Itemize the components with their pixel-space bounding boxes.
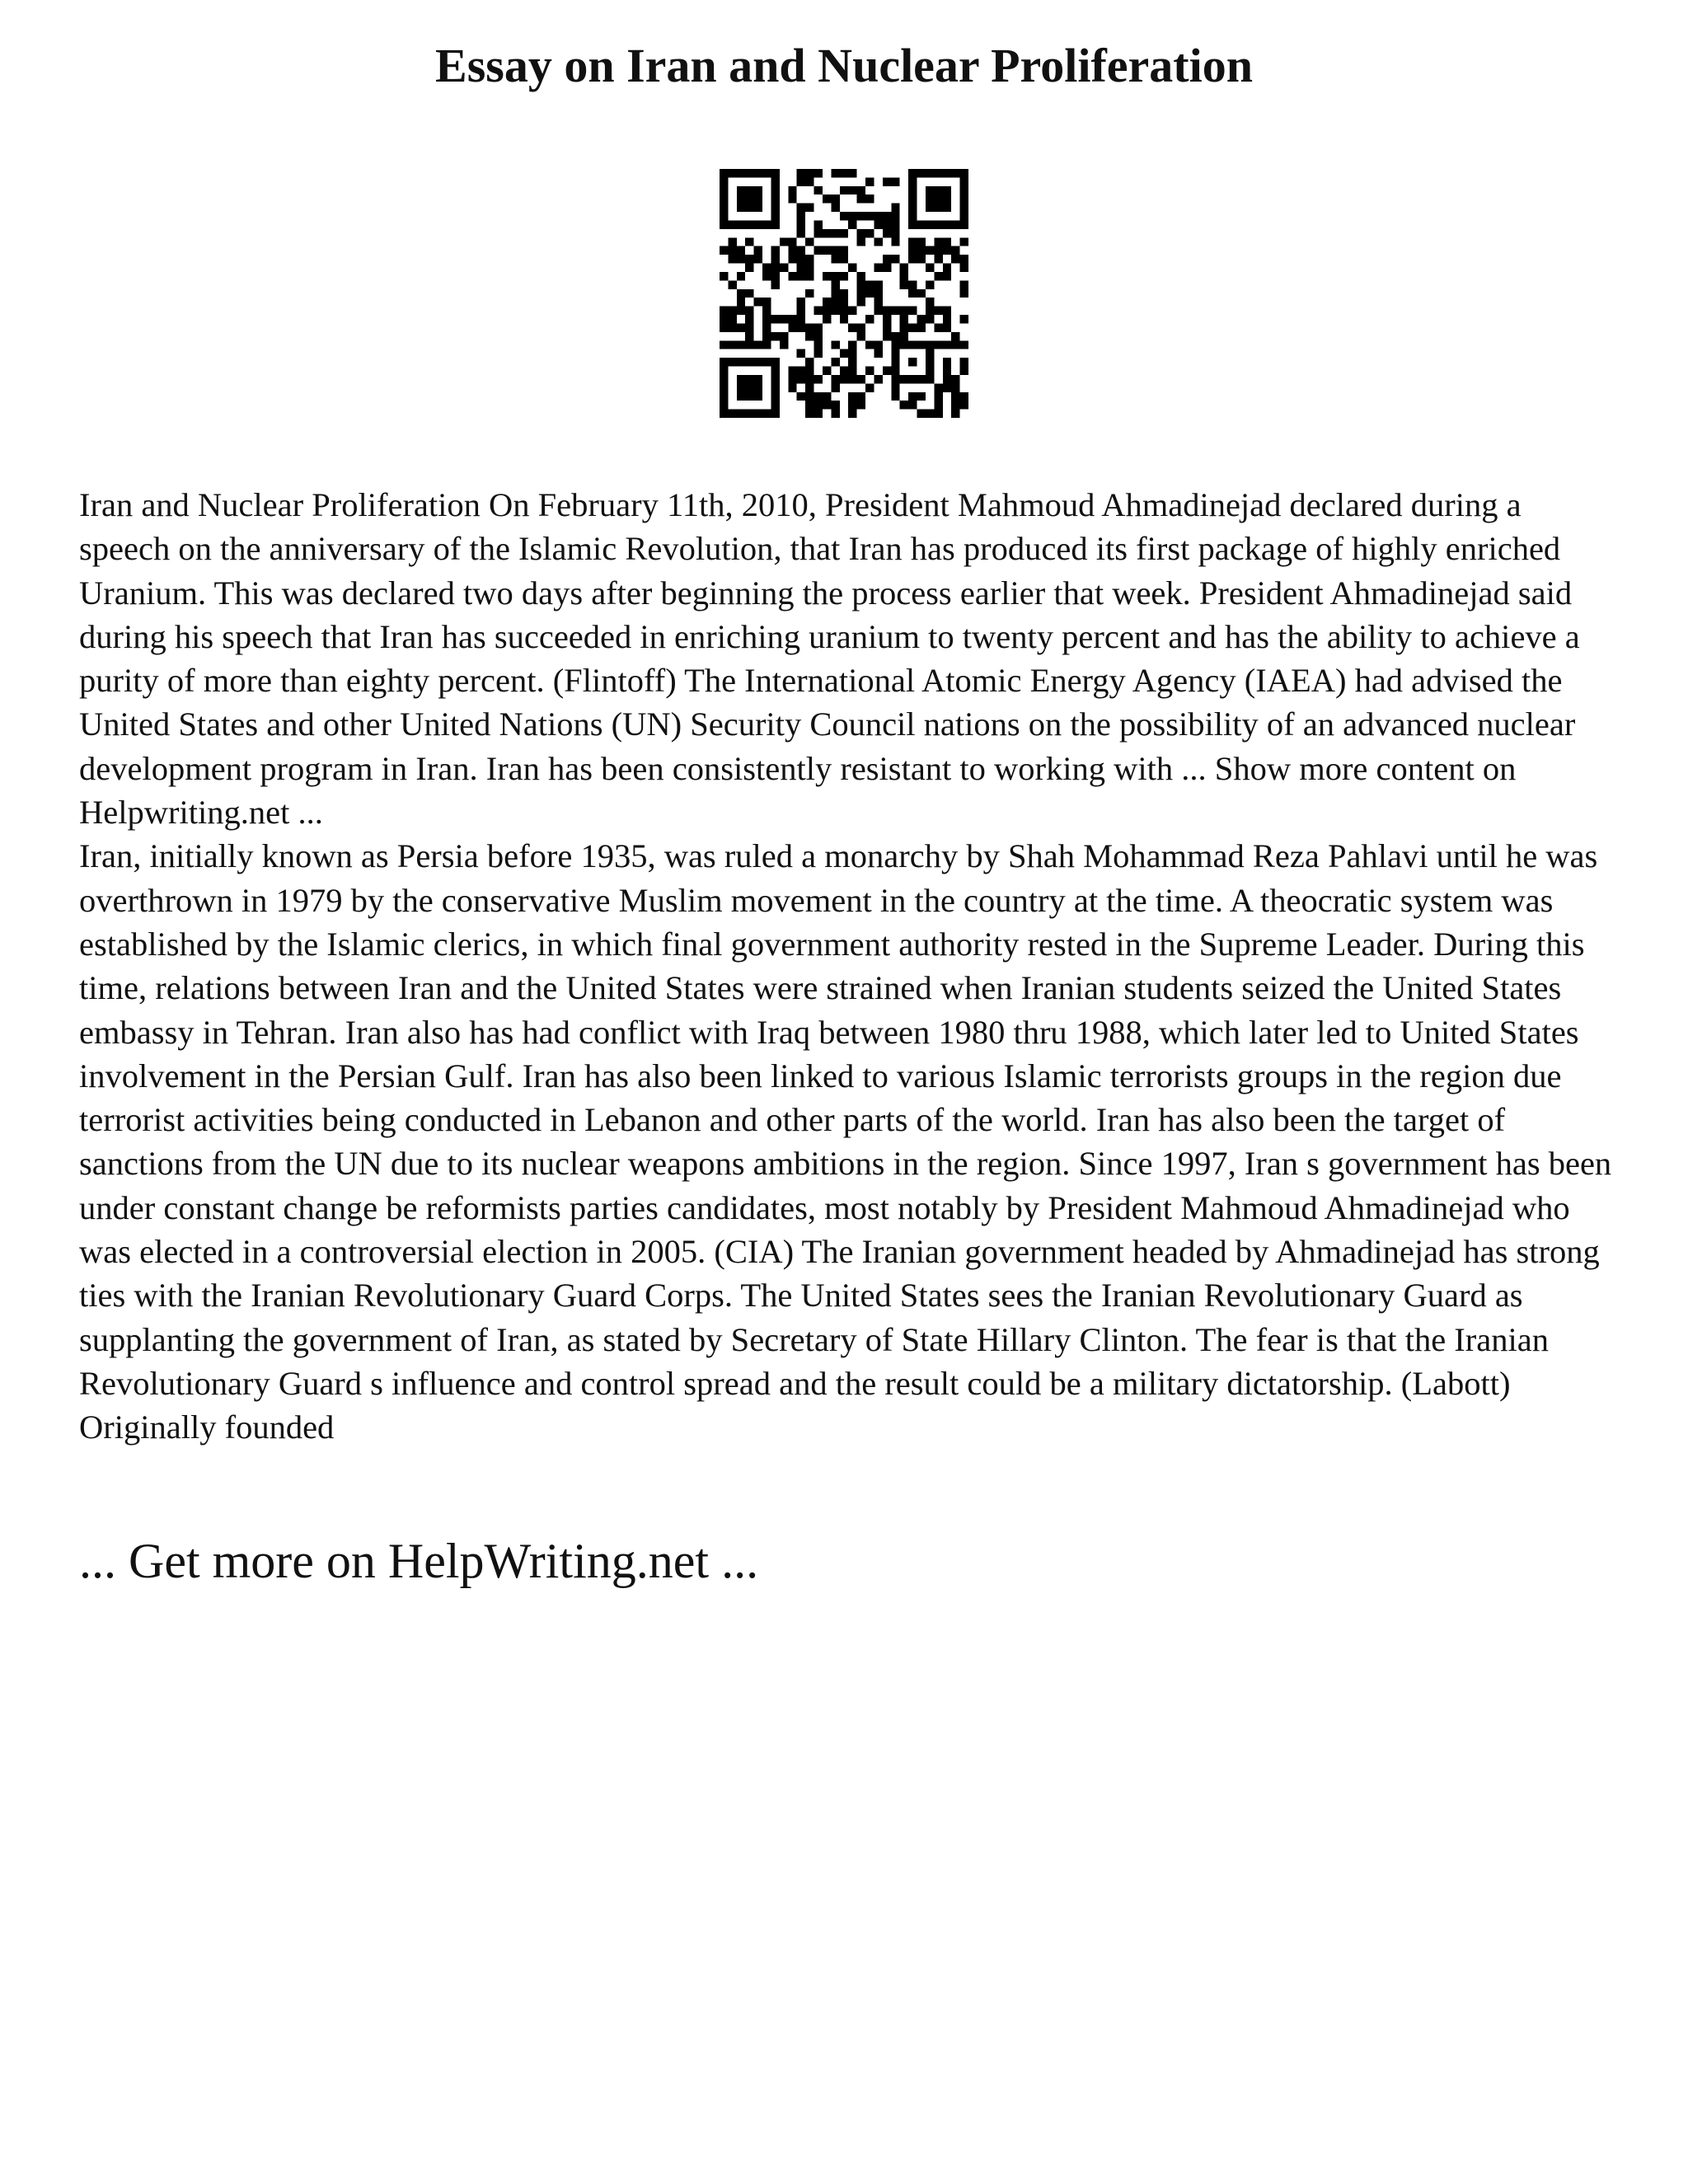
qr-code-icon bbox=[720, 169, 968, 418]
essay-paragraph-2: Iran, initially known as Persia before 1935, was ruled a monarchy by Shah Mohammad Reza Pahlavi until he was overthrown in 1979 by the conservative Muslim movement in the country at the time. A theocratic system was established by the Islamic clerics, in which final government authority rested in the Supreme Leader. During this time, relations between Iran and the United States were strained when Iranian students seized the United States embassy in Tehran. Iran also has had conflict with Iraq between 1980 thru 1988, which later led to United States involvement in the Persian Gulf. Iran has also been linked to various Islamic terrorists groups in the region due terrorist activities being conducted in Lebanon and other parts of the world. Iran has also been the target of sanctions from the UN due to its nuclear weapons ambitions in the region. Since 1997, Iran s government has been under constant change be reformists parties candidates, most notably by President Mahmoud Ahmadinejad who was elected in a controversial election in 2005. (CIA) The Iranian government headed by Ahmadinejad has strong ties with the Iranian Revolutionary Guard Corps. The United States sees the Iranian Revolutionary Guard as supplanting the government of Iran, as stated by Secretary of State Hillary Clinton. The fear is that the Iranian Revolutionary Guard s influence and control spread and the result could be a military dictatorship. (Labott) Originally founded bbox=[79, 837, 1612, 1446]
get-more-link[interactable]: ... Get more on HelpWriting.net ... bbox=[79, 1534, 759, 1588]
essay-paragraph-1: Iran and Nuclear Proliferation On February 11th, 2010, President Mahmoud Ahmadinejad declared during a speech on the anniversary of the Islamic Revolution, that Iran has produced its first package of highly enriched Uranium. This was declared two days after beginning the process earlier that week. President Ahmadinejad said during his speech that Iran has succeeded in enriching uranium to twenty percent and has the ability to achieve a purity of more than eighty percent. (Flintoff) The International Atomic Energy Agency (IAEA) had advised the United States and other United Nations (UN) Security Council nations on the possibility of an advanced nuclear development program in Iran. Iran has been consistently resistant to working with ... Show more content on Helpwriting.net ... bbox=[79, 486, 1580, 832]
essay-body bbox=[79, 483, 1612, 1450]
qr-code-graphic bbox=[720, 169, 968, 418]
document-title: Essay on Iran and Nuclear Proliferation bbox=[435, 39, 1253, 92]
